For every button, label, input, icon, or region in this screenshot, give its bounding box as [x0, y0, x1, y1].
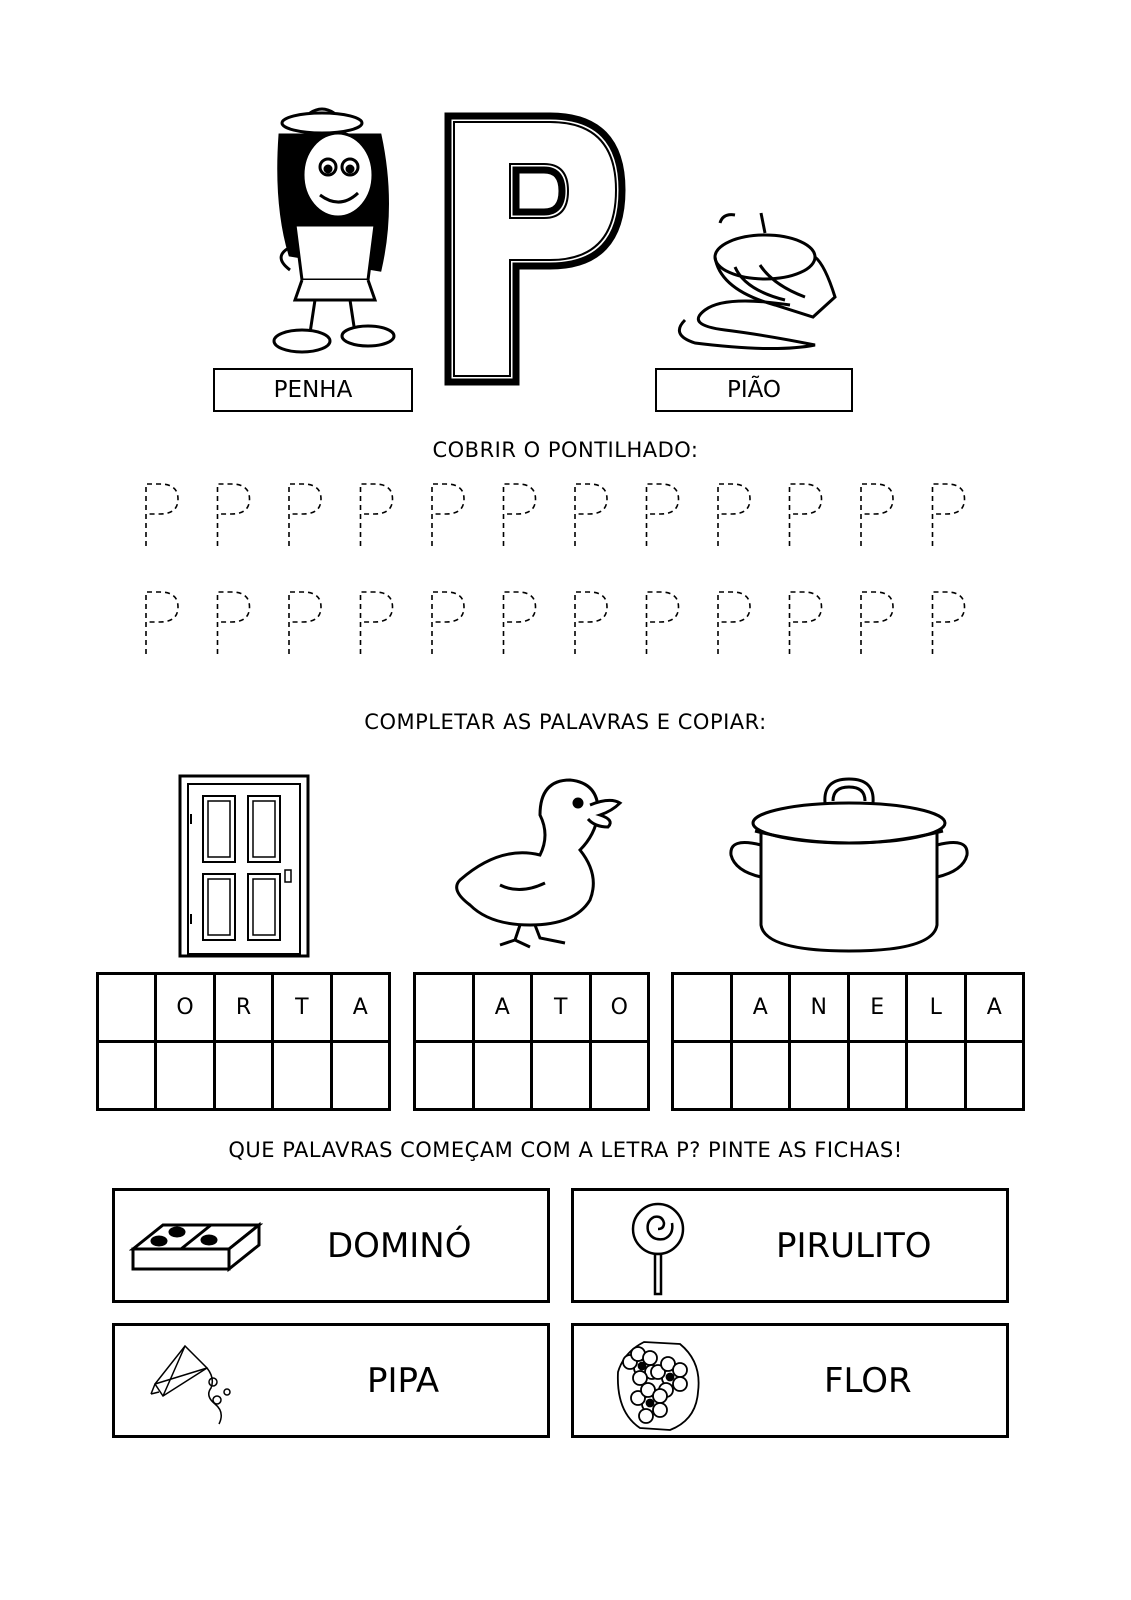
given-letter-cell: O — [157, 975, 212, 1040]
word-grid-porta[interactable] — [96, 972, 391, 1111]
dotted-letter-p[interactable] — [504, 592, 536, 654]
door-icon — [178, 774, 310, 958]
given-letter-cell: T — [274, 975, 329, 1040]
copy-cell[interactable] — [157, 1043, 212, 1108]
piao-label: PIÃO — [655, 368, 853, 412]
dotted-letter-p[interactable] — [933, 484, 965, 546]
copy-cell[interactable] — [850, 1043, 906, 1108]
tracing-row-2[interactable] — [0, 588, 1131, 658]
tracing-row-1[interactable] — [0, 480, 1131, 550]
dotted-letter-p[interactable] — [718, 484, 750, 546]
card-word-pipa: PIPA — [367, 1360, 440, 1401]
blank-letter-cell[interactable] — [99, 975, 154, 1040]
given-letter-cell: A — [475, 975, 531, 1040]
dotted-letter-p[interactable] — [933, 592, 965, 654]
dotted-letter-p[interactable] — [647, 592, 679, 654]
lollipop-icon — [624, 1199, 692, 1299]
tracing-instruction: COBRIR O PONTILHADO: — [432, 438, 699, 462]
copy-cell[interactable] — [216, 1043, 271, 1108]
dotted-letter-p[interactable] — [432, 484, 464, 546]
copy-cell[interactable] — [333, 1043, 388, 1108]
given-letter-cell: A — [733, 975, 789, 1040]
word-grid-pato[interactable] — [413, 972, 650, 1111]
card-flor[interactable] — [571, 1323, 1009, 1438]
dotted-letter-p[interactable] — [218, 592, 250, 654]
given-letter-cell: O — [592, 975, 648, 1040]
pot-icon — [725, 775, 973, 957]
card-pipa[interactable] — [112, 1323, 550, 1438]
copy-cell[interactable] — [592, 1043, 648, 1108]
card-word-flor: FLOR — [824, 1360, 912, 1401]
complete-instruction: COMPLETAR AS PALAVRAS E COPIAR: — [364, 710, 767, 734]
given-letter-cell: L — [908, 975, 964, 1040]
given-letter-cell: A — [333, 975, 388, 1040]
blank-letter-cell[interactable] — [416, 975, 472, 1040]
dotted-letter-p[interactable] — [861, 592, 893, 654]
dotted-letter-p[interactable] — [718, 592, 750, 654]
given-letter-cell: T — [533, 975, 589, 1040]
word-grid-panela[interactable] — [671, 972, 1025, 1111]
dotted-letter-p[interactable] — [504, 484, 536, 546]
dotted-letter-p[interactable] — [289, 592, 321, 654]
girl-penha-illustration — [250, 105, 400, 360]
blank-letter-cell[interactable] — [674, 975, 730, 1040]
cards-instruction: QUE PALAVRAS COMEÇAM COM A LETRA P? PINTE AS FICHAS! — [228, 1138, 903, 1162]
copy-cell[interactable] — [475, 1043, 531, 1108]
copy-cell[interactable] — [674, 1043, 730, 1108]
dotted-letter-p[interactable] — [861, 484, 893, 546]
dotted-letter-p[interactable] — [790, 484, 822, 546]
given-letter-cell: N — [791, 975, 847, 1040]
card-pirulito[interactable] — [571, 1188, 1009, 1303]
copy-cell[interactable] — [416, 1043, 472, 1108]
dotted-letter-p[interactable] — [575, 592, 607, 654]
dotted-letter-p[interactable] — [432, 592, 464, 654]
copy-cell[interactable] — [733, 1043, 789, 1108]
card-word-pirulito: PIRULITO — [776, 1225, 932, 1266]
copy-cell[interactable] — [274, 1043, 329, 1108]
penha-label: PENHA — [213, 368, 413, 412]
copy-cell[interactable] — [99, 1043, 154, 1108]
copy-cell[interactable] — [533, 1043, 589, 1108]
card-domino[interactable] — [112, 1188, 550, 1303]
big-letter-p — [440, 108, 630, 390]
dotted-letter-p[interactable] — [289, 484, 321, 546]
duck-icon — [440, 775, 630, 955]
card-word-domino: DOMINÓ — [327, 1225, 472, 1266]
domino-icon — [129, 1219, 263, 1277]
copy-cell[interactable] — [908, 1043, 964, 1108]
flower-icon — [610, 1332, 706, 1436]
dotted-letter-p[interactable] — [361, 592, 393, 654]
kite-icon — [145, 1334, 245, 1434]
dotted-letter-p[interactable] — [361, 484, 393, 546]
dotted-letter-p[interactable] — [647, 484, 679, 546]
given-letter-cell: E — [850, 975, 906, 1040]
dotted-letter-p[interactable] — [218, 484, 250, 546]
given-letter-cell: A — [967, 975, 1023, 1040]
copy-cell[interactable] — [791, 1043, 847, 1108]
given-letter-cell: R — [216, 975, 271, 1040]
copy-cell[interactable] — [967, 1043, 1023, 1108]
dotted-letter-p[interactable] — [146, 592, 178, 654]
dotted-letter-p[interactable] — [575, 484, 607, 546]
dotted-letter-p[interactable] — [146, 484, 178, 546]
spinning-top-illustration — [665, 205, 855, 355]
dotted-letter-p[interactable] — [790, 592, 822, 654]
